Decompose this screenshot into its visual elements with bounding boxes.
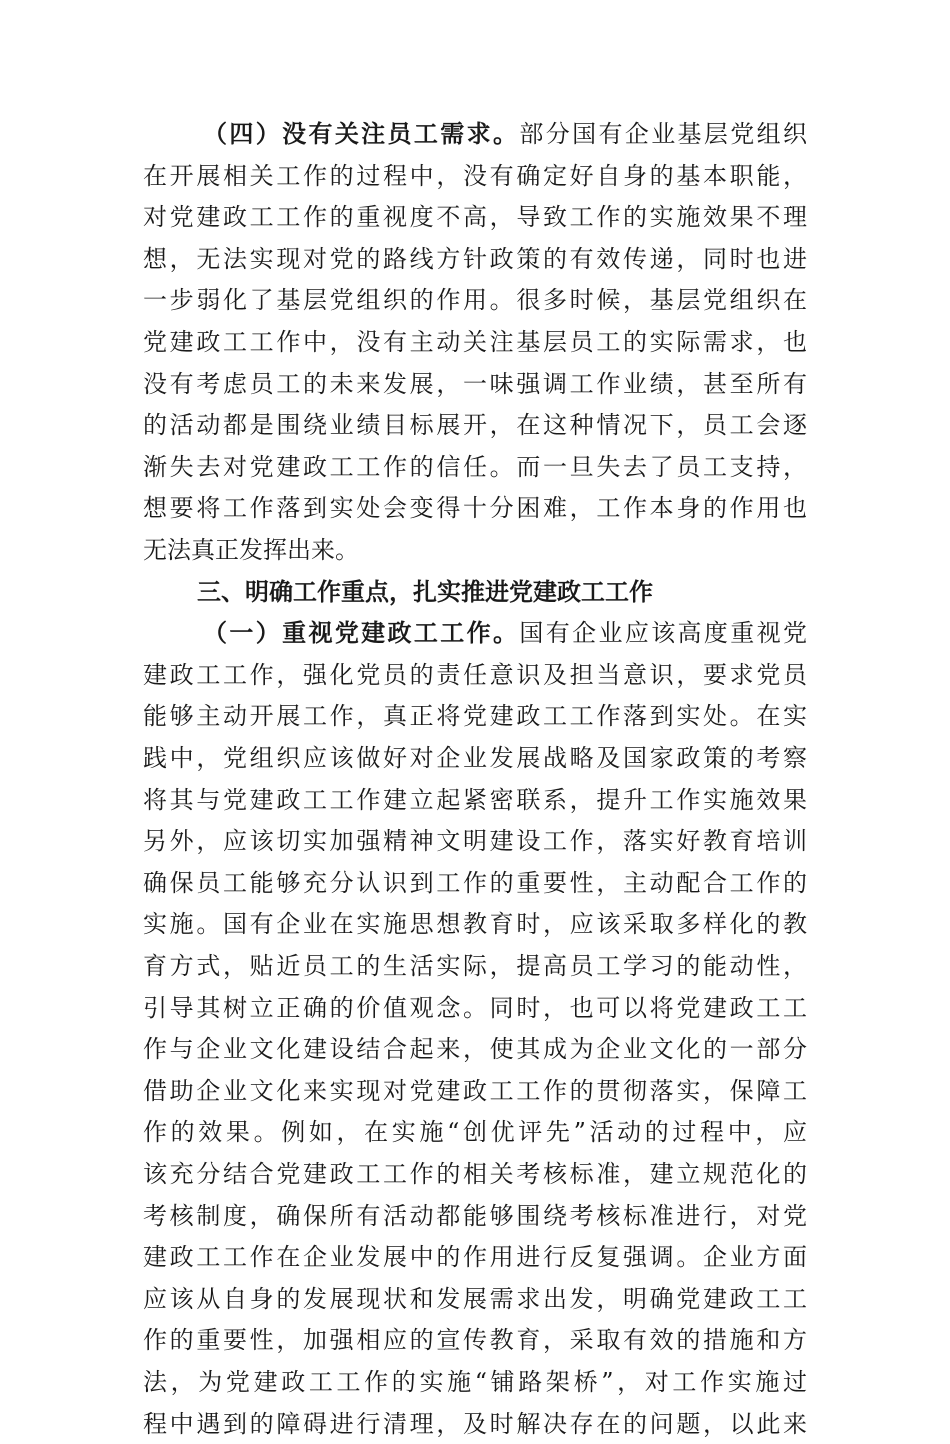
paragraph-1-line: 想要将工作落到实处会变得十分困难，工作本身的作用也 (143, 494, 807, 522)
paragraph-2-line: 借助企业文化来实现对党建政工工作的贯彻落实，保障工 (143, 1077, 807, 1105)
paragraph-2-line: 另外，应该切实加强精神文明建设工作，落实好教育培训 (143, 827, 807, 855)
paragraph-2-line: 建政工工作，强化党员的责任意识及担当意识，要求党员 (143, 661, 807, 689)
paragraph-1-line: 没有考虑员工的未来发展，一味强调工作业绩，甚至所有 (143, 370, 807, 398)
section-heading: 三、明确工作重点，扎实推进党建政工工作 (197, 578, 653, 606)
paragraph-2-line: 践中，党组织应该做好对企业发展战略及国家政策的考察 (143, 744, 807, 772)
paragraph-2-line: 将其与党建政工工作建立起紧密联系，提升工作实施效果 (143, 786, 807, 814)
paragraph-1-line: 想，无法实现对党的路线方针政策的有效传递，同时也进 (143, 245, 807, 273)
paragraph-1-line: 渐失去对党建政工工作的信任。而一旦失去了员工支持， (143, 453, 807, 481)
paragraph-2-line: 引导其树立正确的价值观念。同时，也可以将党建政工工 (143, 994, 807, 1022)
paragraph-2-first-text: 国有企业应该高度重视党 (519, 619, 808, 647)
paragraph-1-line: 的活动都是围绕业绩目标展开，在这种情况下，员工会逐 (143, 411, 807, 439)
paragraph-2-line: 应该从自身的发展现状和发展需求出发，明确党建政工工 (143, 1285, 807, 1313)
paragraph-2-line: 考核制度，确保所有活动都能够围绕考核标准进行，对党 (143, 1202, 807, 1230)
paragraph-2-line: 作的效果。例如，在实施“创优评先”活动的过程中，应 (143, 1118, 807, 1146)
paragraph-2-line: 法，为党建政工工作的实施“铺路架桥”，对工作实施过 (143, 1368, 807, 1396)
paragraph-1-line: 对党建政工工作的重视度不高，导致工作的实施效果不理 (143, 203, 807, 231)
paragraph-2-line: 确保员工能够充分认识到工作的重要性，主动配合工作的 (143, 869, 807, 897)
paragraph-2-line: 作与企业文化建设结合起来，使其成为企业文化的一部分 (143, 1035, 807, 1063)
paragraph-1-line: 党建政工工作中，没有主动关注基层员工的实际需求，也 (143, 328, 807, 356)
paragraph-2-lead-heading: （一）重视党建政工工作。 (203, 619, 520, 647)
paragraph-2-line: 育方式，贴近员工的生活实际，提高员工学习的能动性， (143, 952, 807, 980)
paragraph-1-lead-heading: （四）没有关注员工需求。 (203, 120, 520, 148)
paragraph-2-line: 该充分结合党建政工工作的相关考核标准，建立规范化的 (143, 1160, 807, 1188)
paragraph-1-line: 无法真正发挥出来。 (143, 536, 359, 564)
paragraph-2-line: 能够主动开展工作，真正将党建政工工作落到实处。在实 (143, 702, 807, 730)
paragraph-1-first-text: 部分国有企业基层党组织 (519, 120, 808, 148)
paragraph-1-line: 在开展相关工作的过程中，没有确定好自身的基本职能， (143, 162, 807, 190)
paragraph-1-first-line (203, 114, 807, 154)
paragraph-2-first-line (203, 613, 807, 653)
paragraph-2-line: 程中遇到的障碍进行清理，及时解决存在的问题，以此来 (143, 1410, 807, 1438)
paragraph-2-line: 实施。国有企业在实施思想教育时，应该采取多样化的教 (143, 910, 807, 938)
paragraph-2-line: 建政工工作在企业发展中的作用进行反复强调。企业方面 (143, 1243, 807, 1271)
paragraph-2-line: 作的重要性，加强相应的宣传教育，采取有效的措施和方 (143, 1326, 807, 1354)
paragraph-1-line: 一步弱化了基层党组织的作用。很多时候，基层党组织在 (143, 286, 807, 314)
